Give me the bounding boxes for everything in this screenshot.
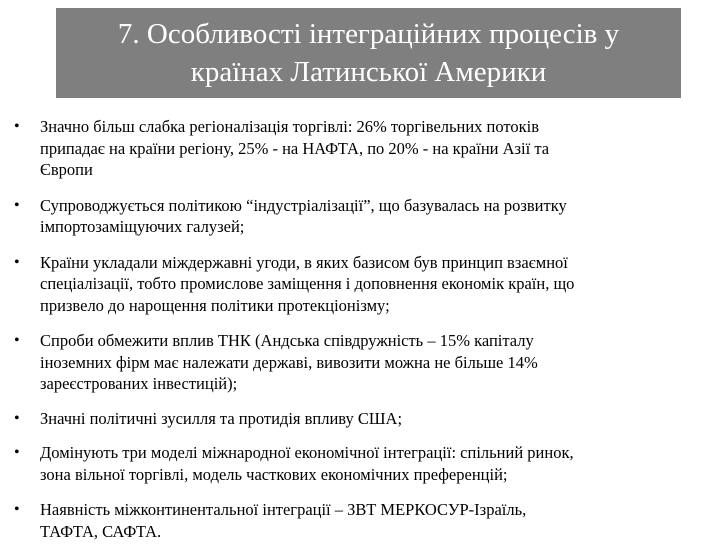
- bullet-text-line: Супроводжується політикою “індустріалізації”, що базувалась на розвитку: [40, 195, 567, 215]
- bullet-item-industrialization: [0, 195, 720, 238]
- bullet-text-line: припадає на країни регіону, 25% - на НАФТА, по 20% - на країни Азії та: [40, 138, 550, 158]
- bullet-text-line: Європи: [40, 160, 93, 179]
- bullet-item-integration-models: [0, 442, 720, 485]
- slide-title: [56, 8, 681, 98]
- bullet-item-regionalization: [0, 116, 720, 181]
- bullet-text-line: зона вільної торгівлі, модель часткових економічних преференцій;: [40, 464, 508, 484]
- bullet-text-line: імпортозаміщуючих галузей;: [40, 217, 245, 236]
- bullet-text-line: Значно більш слабка регіоналізація торгівлі: 26% торгівельних потоків: [40, 117, 540, 136]
- bullet-dot-icon: •: [14, 118, 20, 135]
- bullet-text-line: Значні політичні зусилля та протидія впливу США;: [40, 408, 403, 428]
- bullet-text-line: ТАФТА, САФТА.: [40, 521, 162, 541]
- bullet-list: [0, 116, 720, 556]
- bullet-text-line: призвело до нарощення політики протекціонізму;: [40, 295, 390, 315]
- slide-title-line-1: 7. Особливості інтеграційних процесів у: [117, 18, 620, 50]
- bullet-item-usa-counteraction: [0, 408, 720, 430]
- bullet-text-line: Наявність міжконтинентальної інтеграції – ЗВТ МЕРКОСУР-Ізраїль,: [40, 500, 527, 519]
- bullet-item-intercontinental: [0, 499, 720, 542]
- bullet-text-line: іноземних фірм має належати державі, вивозити можна не більше 14%: [40, 352, 538, 372]
- bullet-item-interstate-agreements: [0, 252, 720, 317]
- bullet-text-line: Країни укладали міждержавні угоди, в яких базисом був принцип взаємної: [40, 252, 568, 272]
- bullet-text-line: Домінують три моделі міжнародної економічної інтеграції: спільний ринок,: [40, 443, 574, 462]
- bullet-dot-icon: •: [14, 332, 20, 349]
- slide-title-line-2: країнах Латинської Америки: [190, 56, 547, 88]
- bullet-text-line: зареєстрованих інвестицій);: [40, 374, 238, 393]
- bullet-dot-icon: •: [14, 196, 20, 214]
- bullet-dot-icon: •: [14, 409, 20, 427]
- bullet-item-tnc-limits: [0, 330, 720, 395]
- bullet-dot-icon: •: [14, 501, 20, 518]
- bullet-text-line: спеціалізації, тобто промислове заміщення і доповнення економік країн, що: [40, 274, 575, 293]
- bullet-text-line: Спроби обмежити вплив ТНК (Андська співдружність – 15% капіталу: [40, 331, 534, 350]
- bullet-dot-icon: •: [14, 253, 20, 271]
- bullet-dot-icon: •: [14, 444, 20, 461]
